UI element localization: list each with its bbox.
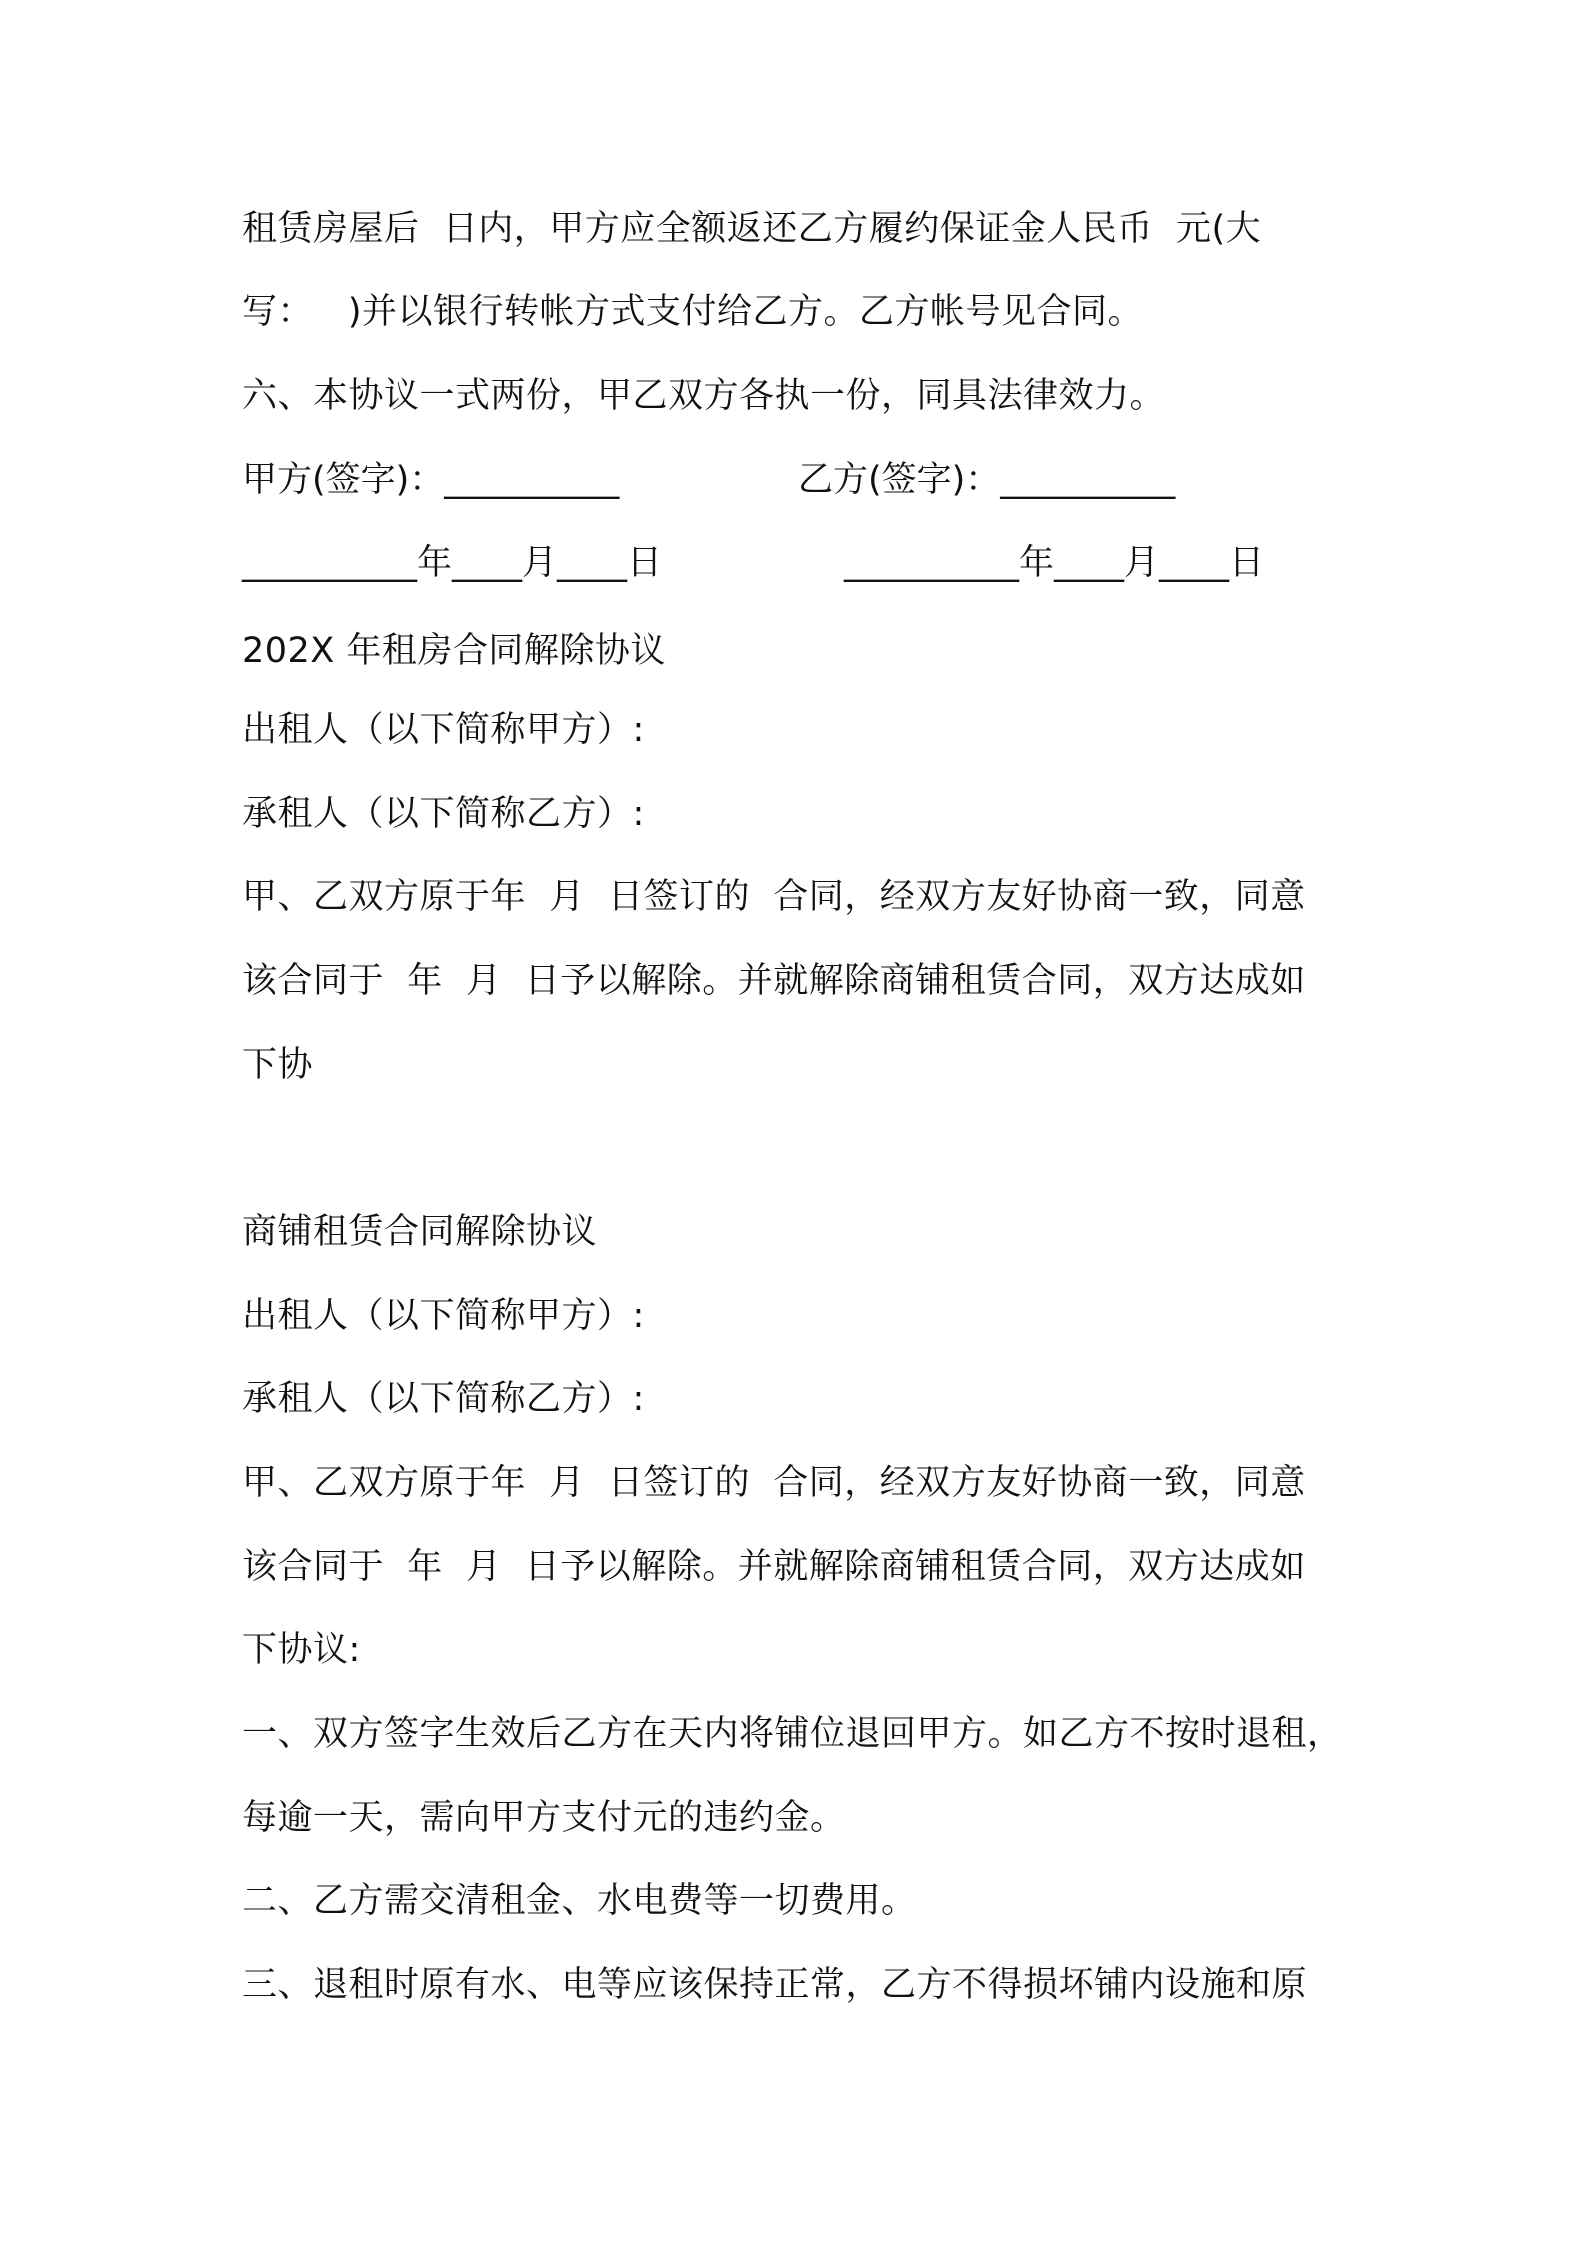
text-line: 该合同于 年 月 日予以解除。并就解除商铺租赁合同，双方达成如: [242, 1547, 1306, 1587]
text-line: 一、双方签字生效后乙方在天内将铺位退回甲方。如乙方不按时退租，: [242, 1714, 1343, 1754]
date-row: [242, 539, 1362, 587]
lessee-line: 承租人（以下简称乙方）:: [242, 794, 645, 834]
text-line: 甲、乙双方原于年 月 日签订的 合同，经双方友好协商一致，同意: [242, 877, 1306, 917]
lessor-line: 出租人（以下简称甲方）:: [242, 1296, 645, 1336]
text-line: 二、乙方需交清租金、水电费等一切费用。: [242, 1881, 917, 1921]
text-line: 下协议:: [242, 1630, 361, 1670]
text-line: 三、退租时原有水、电等应该保持正常，乙方不得损坏铺内设施和原: [242, 1965, 1308, 2005]
text-line: 六、本协议一式两份，甲乙双方各执一份，同具法律效力。: [242, 376, 1166, 416]
text-line: 租赁房屋后 日内，甲方应全额返还乙方履约保证金人民币 元(大: [242, 209, 1262, 249]
party-a-signature: 甲方(签字)：__________: [242, 460, 620, 500]
lessee-line: 承租人（以下简称乙方）:: [242, 1379, 645, 1419]
section-title: 202X 年租房合同解除协议: [242, 631, 666, 671]
party-a-date: __________年____月____日: [242, 543, 663, 583]
lessor-line: 出租人（以下简称甲方）:: [242, 710, 645, 750]
signature-row: [242, 456, 1362, 504]
text-line: 该合同于 年 月 日予以解除。并就解除商铺租赁合同，双方达成如: [242, 961, 1306, 1001]
text-line: 写： )并以银行转帐方式支付给乙方。乙方帐号见合同。: [242, 292, 1144, 332]
section-title: 商铺租赁合同解除协议: [242, 1212, 598, 1252]
text-line: 甲、乙双方原于年 月 日签订的 合同，经双方友好协商一致，同意: [242, 1463, 1306, 1503]
party-b-date: __________年____月____日: [844, 543, 1265, 583]
party-b-signature: 乙方(签字)：__________: [798, 460, 1176, 500]
text-line: 每逾一天，需向甲方支付元的违约金。: [242, 1798, 846, 1838]
text-line: 下协: [242, 1045, 314, 1085]
